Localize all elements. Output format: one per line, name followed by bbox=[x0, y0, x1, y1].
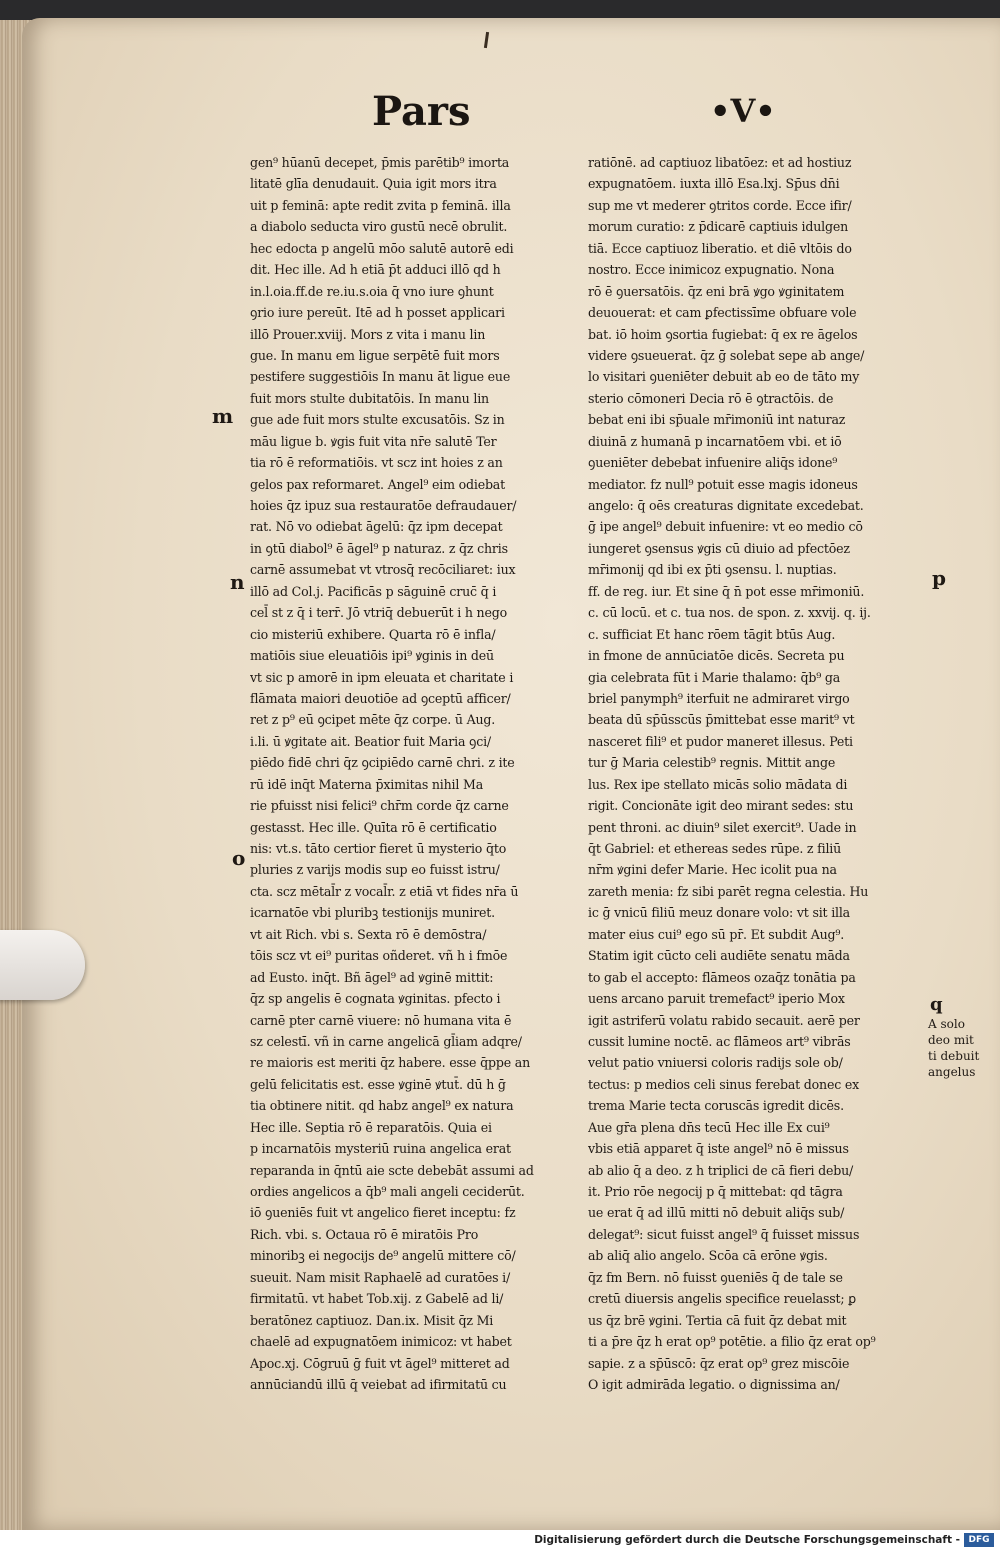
text-line: matiōis siue eleuatiōis ipi⁹ ꝟginis in deū bbox=[250, 648, 494, 664]
text-line: lo visitari ꝯueniēter debuit ab eo de tāto my bbox=[588, 369, 860, 385]
text-line: rū idē inq̄t Materna p̄ximitas nihil Ma bbox=[250, 776, 484, 792]
margin-note-line: angelus bbox=[928, 1065, 976, 1079]
text-line: tur ḡ Maria celestib⁹ regnis. Mittit ange bbox=[588, 755, 836, 771]
text-line: mater eius cui⁹ ego sū pr̄. Et subdit Aug⁹. bbox=[588, 926, 845, 942]
text-line: pent throni. ac diuin⁹ silet exercit⁹. Uade in bbox=[588, 819, 857, 835]
text-line: ff. de reg. iur. Et sine q̄ n̄ pot esse mr̄imoniū. bbox=[588, 583, 865, 599]
margin-note-line: A solo bbox=[928, 1017, 965, 1031]
text-line: beata dū sp̄ūsscūs p̄mittebat esse marit⁹ vt bbox=[588, 712, 855, 728]
dfg-logo: DFG bbox=[964, 1533, 994, 1547]
text-line: bat. iō hoim ꝯsortia fugiebat: q̄ ex re āgelos bbox=[588, 326, 858, 342]
text-line: gestasst. Hec ille. Quīta rō ē certificatio bbox=[250, 819, 497, 835]
text-line: in fmone de annūciatōe dicēs. Secreta pu bbox=[588, 648, 845, 664]
margin-note-line: deo mit bbox=[928, 1033, 974, 1047]
text-line: pestifere suggestiōis In manu āt ligue eue bbox=[250, 369, 511, 385]
text-line: velut patio vniuersi coloris radijs sole ob/ bbox=[588, 1055, 843, 1071]
text-line: ꝯrio iure pereūt. Itē ad h posset applicari bbox=[250, 305, 505, 321]
text-line: expugnatōem. iuxta illō Esa.lxj. Sp̄us dn̄i bbox=[588, 176, 840, 192]
text-line: chaelē ad expugnatōem inimicoz: vt habet bbox=[250, 1334, 512, 1350]
text-line: gia celebrata fūt i Marie thalamo: q̄b⁹ ga bbox=[588, 669, 841, 685]
margin-letter: q bbox=[930, 994, 943, 1015]
running-header-left: Pars bbox=[372, 88, 471, 135]
text-line: ab aliq̄ alio angelo. Scōa cā erōne ꝟgis. bbox=[588, 1248, 828, 1264]
text-line: nr̄m ꝟgini defer Marie. Hec icolit pua na bbox=[588, 862, 837, 878]
text-line: gue ade fuit mors stulte excusatōis. Sz in bbox=[250, 412, 505, 428]
text-line: re maioris est meriti q̄z habere. esse q̄ppe an bbox=[250, 1055, 530, 1071]
text-line: in.l.oia.ff.de re.iu.s.oia q̄ vno iure ꝯhunt bbox=[250, 283, 494, 299]
text-line: vbis etiā apparet q̄ iste angel⁹ nō ē missus bbox=[588, 1141, 849, 1157]
text-column-right bbox=[588, 152, 928, 1395]
text-line: fuit mors stulte dubitatōis. In manu lin bbox=[250, 390, 489, 406]
text-line: to gab el accepto: flāmeos ozaq̄z tonātia pa bbox=[588, 969, 856, 985]
text-line: gelū felicitatis est. esse ꝟginē ꝟtut̄. dū h ḡ bbox=[250, 1076, 506, 1092]
text-line: delegat⁹: sicut fuisst angel⁹ q̄ fuisset missus bbox=[588, 1226, 860, 1242]
text-line: c. cū locū. et c. tua nos. de spon. z. xxvij. q. ij. bbox=[588, 605, 871, 621]
text-line: vt ait Rich. vbi s. Sexta rō ē demōstra/ bbox=[250, 926, 487, 942]
text-line: minoribꝫ ei negocijs de⁹ angelū mittere cō/ bbox=[250, 1248, 516, 1264]
text-line: illō ad Col.j. Pacificās p sāguinē cruc̄ q̄ i bbox=[250, 583, 497, 599]
text-line: ꝯueniēter debebat infuenire aliq̄s idone⁹ bbox=[588, 455, 838, 471]
margin-letter: n bbox=[230, 570, 245, 594]
text-line: igit astriferū volatu rabido secauit. aerē per bbox=[588, 1012, 860, 1028]
text-line: briel panymph⁹ iterfuit ne admiraret virgo bbox=[588, 690, 850, 706]
margin-letter: m bbox=[212, 404, 234, 428]
text-line: cussit lumine noctē. ac flāmeos art⁹ vibrās bbox=[588, 1033, 851, 1049]
text-line: ab alio q̄ a deo. z h triplici de cā fieri debu/ bbox=[588, 1162, 854, 1178]
text-line: piēdo fidē chri q̄z ꝯcipiēdo carnē chri. z ite bbox=[250, 755, 515, 771]
footer-bar bbox=[0, 1530, 1000, 1551]
text-line: us q̄z brē ꝟgini. Tertia cā fuit q̄z debat mit bbox=[588, 1312, 847, 1328]
text-line: vt sic p amorē in ipm eleuata et charitate i bbox=[250, 669, 514, 685]
text-line: rigit. Concionāte igit deo mirant sedes: stu bbox=[588, 798, 854, 814]
text-line: ratiōnē. ad captiuoz libatōez: et ad hostiuz bbox=[588, 155, 852, 170]
text-line: q̄z fm Bern. nō fuisst ꝯueniēs q̄ de tale se bbox=[588, 1269, 843, 1285]
text-line: cio misteriū exhibere. Quarta rō ē infla/ bbox=[250, 626, 496, 642]
text-line: tōis scz vt ei⁹ puritas oñderet. vñ h i fmōe bbox=[250, 948, 508, 964]
text-line: tectus: p medios celi sinus ferebat donec ex bbox=[588, 1076, 860, 1092]
text-line: hoies q̄z ipuz sua restauratōe defraudauer/ bbox=[250, 498, 517, 513]
text-line: deuouerat: et cam ꝑfectissīme obfuare vole bbox=[588, 305, 857, 321]
text-line: tia obtinere nitit. qd habz angel⁹ ex natura bbox=[250, 1098, 514, 1114]
text-line: dit. Hec ille. Ad h etiā p̄t adduci illō qd h bbox=[250, 262, 501, 278]
margin-note-line: ti debuit bbox=[928, 1049, 980, 1063]
text-line: angelo: q̄ oēs creaturas dignitate excedebat. bbox=[588, 498, 864, 513]
text-line: diuinā z humanā p incarnatōem vbi. et iō bbox=[588, 433, 842, 449]
text-line: rō ē ꝯuersatōis. q̄z eni brā ꝟgo ꝟginitatem bbox=[588, 283, 845, 299]
text-line: O igit admirāda legatio. o dignissima an/ bbox=[588, 1376, 840, 1392]
text-line: gelos pax reformaret. Angel⁹ eim odiebat bbox=[250, 476, 505, 492]
text-line: carnē assumebat vt vtrosq̄ recōciliaret: iux bbox=[250, 562, 516, 578]
text-line: reparanda in q̄ntū aie scte debebāt assumi ad bbox=[250, 1162, 534, 1178]
text-line: uit p feminā: apte redit zvita p feminā. illa bbox=[250, 197, 511, 213]
text-column-left bbox=[250, 152, 582, 1395]
text-line: Apoc.xj. Cōgruū ḡ fuit vt āgel⁹ mitteret ad bbox=[250, 1355, 510, 1371]
text-line: pluries z varijs modis sup eo fuisst istru/ bbox=[250, 862, 500, 878]
text-line: c. sufficiat Et hanc rōem tāgit btūs Aug. bbox=[588, 626, 836, 642]
text-line: rie pfuisst nisi felici⁹ chr̄m corde q̄z carne bbox=[250, 798, 509, 814]
footer-credit: Digitalisierung gefördert durch die Deutsche Forschungsgemeinschaft - bbox=[534, 1534, 960, 1546]
text-line: a diabolo seducta viro gustū necē obrulit. bbox=[250, 219, 508, 235]
text-line: Statim igit cūcto celi audiēte senatu māda bbox=[588, 948, 850, 964]
page-clip bbox=[0, 930, 85, 1000]
text-line: morum curatio: z p̄dicarē captiuis idulgen bbox=[588, 219, 849, 235]
text-line: ad Eusto. inq̄t. Bñ āgel⁹ ad ꝟginē mittit: bbox=[250, 969, 494, 985]
text-line: in ꝯtū diabol⁹ ē āgel⁹ p naturaz. z q̄z chris bbox=[250, 540, 508, 556]
text-line: trema Marie tecta coruscās igredit dicēs. bbox=[588, 1098, 844, 1114]
text-line: p incarnatōis mysteriū ruina angelica erat bbox=[250, 1141, 511, 1157]
text-line: cel̄ st z q̄ i terr̄. Jō vtriq̄ debuerūt i h nego bbox=[250, 605, 507, 621]
text-line: videre ꝯsueuerat. q̄z ḡ solebat sepe ab ange/ bbox=[588, 347, 865, 363]
text-line: uens arcano paruit tremefact⁹ iperio Mox bbox=[588, 991, 845, 1007]
text-line: sterio cōmoneri Decia rō ē ꝯtractōis. de bbox=[588, 390, 834, 406]
text-line: nis: vt.s. tāto certior fieret ū mysterio q̄to bbox=[250, 841, 507, 856]
text-line: zareth menia: fz sibi parēt regna celestia. Hu bbox=[588, 883, 869, 899]
text-line: sz celestī. vñ in carne angelicā gl̄iam adqre/ bbox=[250, 1033, 522, 1049]
text-line: nostro. Ecce inimicoz expugnatio. Nona bbox=[588, 262, 835, 278]
text-line: firmitatū. vt habet Tob.xij. z Gabelē ad li/ bbox=[250, 1291, 504, 1307]
text-line: illō Prouer.xviij. Mors z vita i manu lin bbox=[250, 326, 486, 342]
text-line: nasceret fili⁹ et pudor maneret illesus. Peti bbox=[588, 733, 853, 749]
text-line: mediator. fz null⁹ potuit esse magis idoneus bbox=[588, 476, 858, 492]
text-line: gue. In manu em ligue serpētē fuit mors bbox=[250, 347, 500, 363]
text-line: Hec ille. Septia rō ē reparatōis. Quia ei bbox=[250, 1119, 492, 1135]
text-line: Rich. vbi. s. Octaua rō ē miratōis Pro bbox=[250, 1226, 479, 1242]
text-line: q̄t Gabriel: et ethereas sedes rūpe. z filiū bbox=[588, 841, 842, 856]
text-line: flāmata maiori deuotiōe ad ꝯceptū afficer/ bbox=[250, 690, 511, 706]
text-line: it. Prio rōe negocij p q̄ mittebat: qd tāgra bbox=[588, 1184, 843, 1199]
text-line: Aue gr̄a plena dn̄s tecū Hec ille Ex cui⁹ bbox=[588, 1119, 830, 1135]
text-line: i.li. ū ꝟgitate ait. Beatior fuit Maria ꝯci/ bbox=[250, 733, 491, 749]
text-line: lus. Rex ipe stellato micās solio mādata di bbox=[588, 776, 848, 792]
text-line: sapie. z a sp̄ūscō: q̄z erat op⁹ grez miscōie bbox=[588, 1355, 850, 1371]
text-line: rat. Nō vo odiebat āgelū: q̄z ipm decepat bbox=[250, 519, 503, 535]
text-line: ordies angelicos a q̄b⁹ mali angeli ceciderūt. bbox=[250, 1184, 525, 1199]
text-line: cretū diuersis angelis specifice reuelasst; ꝑ bbox=[588, 1291, 857, 1307]
text-line: hec edocta p angelū mōo salutē autorē edi bbox=[250, 240, 514, 256]
text-line: carnē pter carnē viuere: nō humana vita ē bbox=[250, 1012, 512, 1028]
text-line: ue erat q̄ ad illū mitti nō debuit aliq̄s sub/ bbox=[588, 1205, 845, 1221]
text-line: icarnatōe vbi pluribꝫ testionijs muniret. bbox=[250, 905, 495, 921]
text-line: gen⁹ hūanū decepet, p̄mis parētib⁹ imorta bbox=[250, 155, 510, 170]
text-line: sup me vt mederer ꝯtritos corde. Ecce ifir/ bbox=[588, 197, 852, 213]
running-header-right: •V• bbox=[710, 92, 776, 130]
text-line: bebat eni ibi sp̄uale mr̄imoniū int naturaz bbox=[588, 412, 846, 428]
text-line: litatē glīa denudauit. Quia igit mors itra bbox=[250, 176, 497, 192]
text-line: annūciandū illū q̄ veiebat ad ifirmitatū cu bbox=[250, 1376, 507, 1392]
text-line: tiā. Ecce captiuoz liberatio. et diē vltōis do bbox=[588, 240, 852, 256]
margin-note bbox=[928, 1016, 998, 1080]
text-line: ic ḡ vnicū filiū meuz donare volo: vt sit illa bbox=[588, 905, 850, 921]
text-line: māu ligue b. ꝟgis fuit vita nr̄e salutē Ter bbox=[250, 433, 497, 449]
text-line: ret z p⁹ eū ꝯcipet mēte q̄z corpe. ū Aug. bbox=[250, 712, 496, 728]
text-line: sueuit. Nam misit Raphaelē ad curatōes i/ bbox=[250, 1269, 511, 1285]
text-line: iungeret ꝯsensus ꝟgis cū diuio ad pfectōez bbox=[588, 540, 850, 556]
text-line: mr̄imonij qd ibi ex p̄ti ꝯsensu. l. nuptias. bbox=[588, 562, 837, 578]
text-line: ti a p̄re q̄z h erat op⁹ potētie. a filio q̄z erat op⁹ bbox=[588, 1334, 876, 1350]
text-line: q̄z sp angelis ē cognata ꝟginitas. pfecto i bbox=[250, 991, 501, 1007]
text-line: ḡ ipe angel⁹ debuit infuenire: vt eo medio cō bbox=[588, 519, 863, 535]
margin-letter: p bbox=[932, 566, 946, 590]
margin-letter: o bbox=[232, 846, 246, 870]
text-line: tia rō ē reformatiōis. vt scz int hoies z an bbox=[250, 455, 503, 471]
text-line: beratōnez captiuoz. Dan.ix. Misit q̄z Mi bbox=[250, 1312, 494, 1328]
text-line: iō ꝯueniēs fuit vt angelico fieret inceptu: fz bbox=[250, 1205, 516, 1221]
text-line: cta. scz mētal̄r z vocal̄r. z etiā vt fides nr̄a ū bbox=[250, 883, 519, 899]
